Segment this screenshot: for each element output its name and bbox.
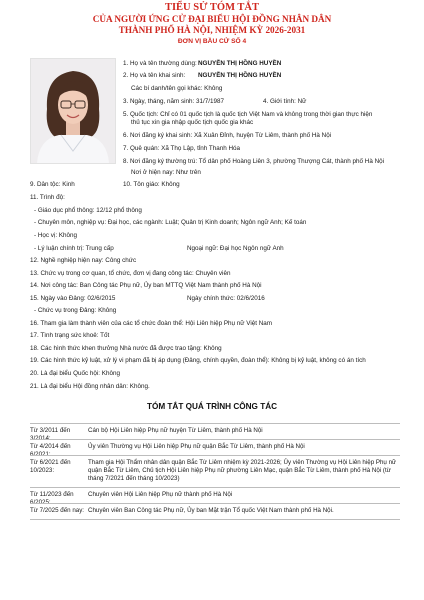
workplace-line: 14. Nơi công tác: Ban Công tác Phụ nữ, Ủy ban MTTQ Việt Nam thành phố Hà Nội [30, 282, 262, 289]
constituency-unit: ĐƠN VỊ BẦU CỬ SỐ 4 [177, 38, 247, 45]
occupation-line: 12. Nghề nghiệp hiện nay: Công chức [30, 257, 137, 264]
timeline-date: Từ 3/2011 đến 3/2014: [30, 427, 71, 442]
general-education-line: - Giáo dục phổ thông: 12/12 phổ thông [34, 207, 142, 214]
residence-line: 8. Nơi đăng ký thường trú: Tổ dân phố Hoàng Liên 3, phường Thượng Cát, thành phố Hà Nội [123, 158, 385, 165]
nationality-line-1: 5. Quốc tịch: Chỉ có 01 quốc tịch là quốc tịch Việt Nam và không trong thời gian thực hiện [123, 111, 373, 118]
party-join-date-line: 15. Ngày vào Đảng: 02/6/2015 [30, 295, 116, 302]
common-name-label: 1. Họ và tên thường dùng: [123, 60, 197, 67]
divider [30, 519, 400, 520]
peoples-council-line: 21. Là đại biểu Hội đồng nhân dân: Không. [30, 383, 150, 390]
timeline-content: Chuyên viên Ban Công tác Phụ nữ, Ủy ban Mặt trận Tổ quốc Việt Nam thành phố Hà Nội. [88, 507, 334, 514]
divider [30, 423, 400, 424]
bio-line-2 [123, 72, 282, 80]
national-assembly-line: 20. Là đại biểu Quốc hội: Không [30, 370, 120, 377]
birth-registration-line: 6. Nơi đăng ký khai sinh: Xã Xuân Đỉnh, huyện Từ Liêm, thành phố Hà Nội [123, 132, 332, 139]
nationality-line-2: thủ tục xin gia nhập quốc tịch quốc gia khác [131, 119, 254, 126]
party-official-date-line: Ngày chính thức: 02/6/2016 [187, 295, 265, 302]
document-subtitle-1: CỦA NGƯỜI ỨNG CỬ ĐẠI BIỂU HỘI ĐỒNG NHÂN DÂN [92, 14, 332, 24]
position-line: 13. Chức vụ trong cơ quan, tổ chức, đơn vị đang công tác: Chuyên viên [30, 270, 231, 277]
birth-name-value: NGUYỄN THỊ HỒNG HUYỀN [198, 72, 282, 79]
work-history-title: TÓM TẮT QUÁ TRÌNH CÔNG TÁC [146, 402, 278, 411]
document-header [0, 2, 424, 47]
divider [30, 503, 400, 504]
ethnicity-line: 9. Dân tộc: Kinh [30, 181, 75, 188]
timeline-content: Ủy viên Thường vụ Hội Liên hiệp Phụ nữ quận Bắc Từ Liêm, thành phố Hà Nội [88, 443, 305, 450]
current-address-line: Nơi ở hiện nay: Như trên [131, 169, 201, 176]
divider [30, 487, 400, 488]
alias-line: Các bí danh/tên gọi khác: Không [131, 85, 223, 92]
awards-line: 18. Các hình thức khen thưởng Nhà nước đã được trao tặng: Không [30, 345, 222, 352]
education-heading: 11. Trình độ: [30, 194, 65, 201]
foreign-language-line: Ngoại ngữ: Đại học Ngôn ngữ Anh [187, 245, 284, 252]
birth-name-label: 2. Họ và tên khai sinh: [123, 72, 186, 79]
divider [30, 439, 400, 440]
health-line: 17. Tình trạng sức khoẻ: Tốt [30, 332, 110, 339]
organization-membership-line: 16. Tham gia làm thành viên của các tổ chức đoàn thể: Hội Liên hiệp Phụ nữ Việt Nam [30, 320, 273, 327]
party-position-line: - Chức vụ trong Đảng: Không [34, 307, 117, 314]
hometown-line: 7. Quê quán: Xã Thọ Lập, tỉnh Thanh Hóa [123, 145, 241, 152]
document-subtitle-2: THÀNH PHỐ HÀ NỘI, NHIỆM KỲ 2026-2031 [118, 25, 306, 35]
birth-date-line: 3. Ngày, tháng, năm sinh: 31/7/1987 [123, 98, 225, 105]
timeline-content: Tham gia Hội Thẩm nhân dân quận Bắc Từ Liêm nhiệm kỳ 2021-2026; Ủy viên Thường vụ Hội Liên hiệp Phụ nữ quận Bắc Từ Liêm, Chủ tịch Hội Liên hiệp Phụ nữ phường Liên Mạc, quận Bắc Từ Liêm, thành phố Hà Nội (từ tháng 7/2021 đến tháng 10/2023) [88, 459, 397, 482]
timeline-date: Từ 11/2023 đến 6/2025: [30, 491, 74, 506]
timeline-date: Từ 6/2021 đến 10/2023: [30, 459, 71, 474]
divider [30, 455, 400, 456]
timeline-date: Từ 7/2025 đến nay: [30, 507, 85, 514]
religion-line: 10. Tôn giáo: Không [123, 181, 180, 188]
bio-line-1 [123, 60, 282, 68]
portrait-photo [30, 58, 116, 164]
professional-qualification-line: - Chuyên môn, nghiệp vụ: Đại học, các ngành: Luật; Quản trị Kinh doanh; Ngôn ngữ Anh; Kế toán [34, 219, 307, 226]
gender-line: 4. Giới tính: Nữ [263, 98, 307, 105]
political-theory-line: - Lý luận chính trị: Trung cấp [34, 245, 114, 252]
document-title: TIỂU SỬ TÓM TẮT [164, 2, 260, 13]
portrait-image [31, 59, 115, 163]
timeline-content: Cán bộ Hội Liên hiệp Phụ nữ huyện Từ Liêm, thành phố Hà Nội [88, 427, 263, 434]
timeline-content: Chuyên viên Hội Liên hiệp Phụ nữ thành phố Hà Nội [88, 491, 233, 498]
discipline-line: 19. Các hình thức kỷ luật, xử lý vi phạm đã bị áp dụng (Đảng, chính quyền, đoàn thể): Không bị kỷ luật, không có án tích [30, 357, 366, 364]
academic-degree-line: - Học vị: Không [34, 232, 78, 239]
common-name-value: NGUYỄN THỊ HỒNG HUYỀN [198, 60, 282, 67]
timeline-date: Từ 4/2014 đến 6/2021: [30, 443, 71, 458]
